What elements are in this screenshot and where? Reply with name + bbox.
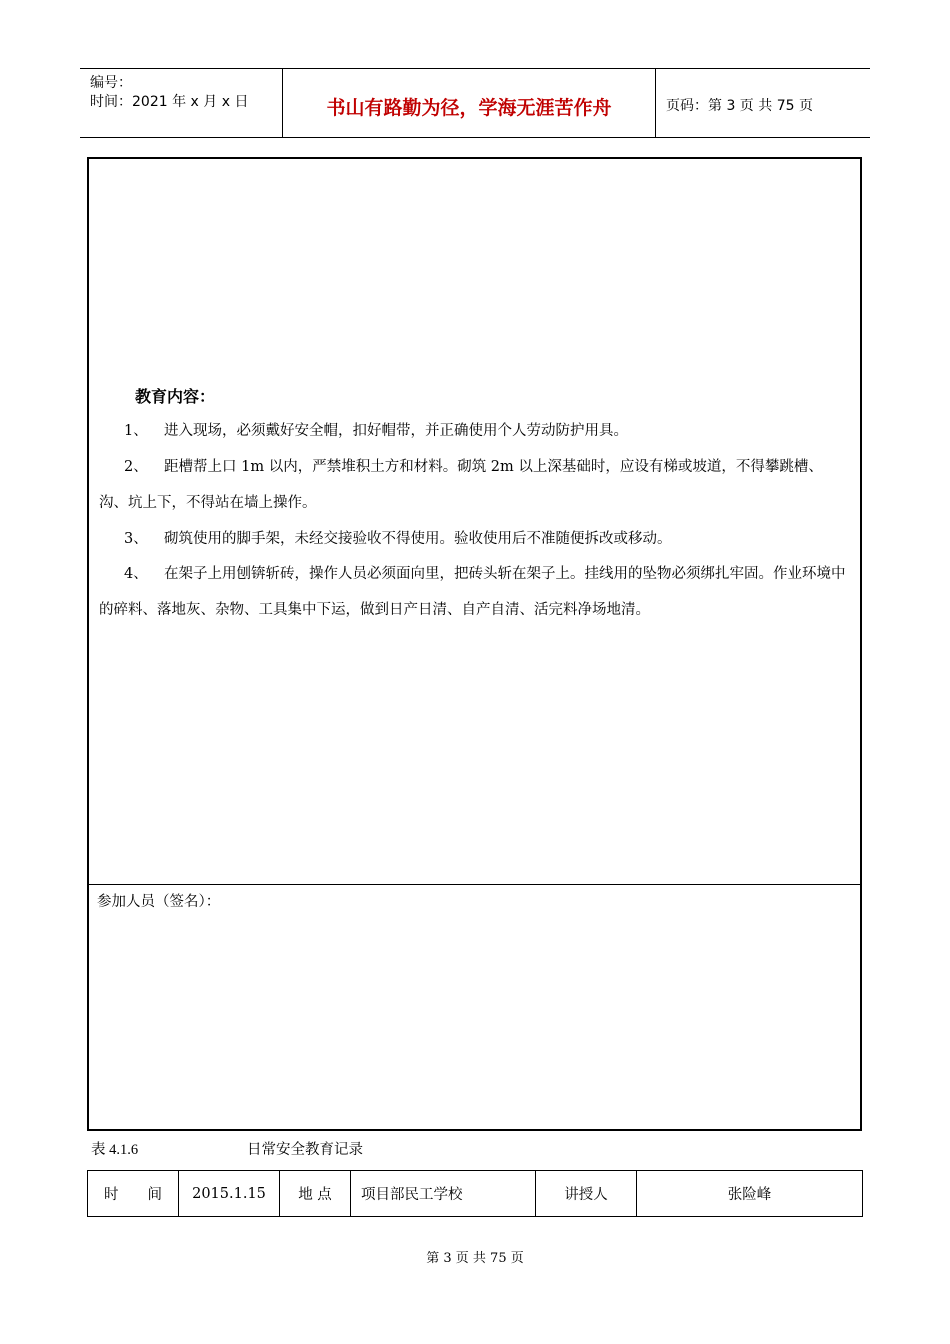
item-number: 1、 bbox=[124, 423, 148, 439]
info-table bbox=[87, 1170, 863, 1217]
table-row bbox=[88, 1171, 863, 1217]
item-text: 进入现场，必须戴好安全帽，扣好帽带，并正确使用个人劳动防护用具。 bbox=[164, 423, 628, 439]
section-divider bbox=[89, 884, 860, 885]
table-title: 日常安全教育记录 bbox=[247, 1142, 363, 1158]
content-item-3 bbox=[99, 521, 851, 557]
participants-label: 参加人员（签名）： bbox=[97, 894, 221, 910]
time-label: 时间：2021 年 x 月 x 日 bbox=[90, 94, 249, 110]
content-item-4 bbox=[99, 556, 851, 628]
item-number: 3、 bbox=[124, 531, 148, 547]
item-text: 砌筑使用的脚手架，未经交接验收不得使用。验收使用后不准随便拆改或移动。 bbox=[164, 531, 672, 547]
header-page-cell bbox=[656, 69, 870, 137]
education-content-box bbox=[87, 157, 862, 1131]
motto: 书山有路勤为径，学海无涯苦作舟 bbox=[326, 97, 612, 119]
page-footer: 第 3 页 共 75 页 bbox=[426, 1251, 524, 1266]
lecturer-value-cell: 张险峰 bbox=[637, 1171, 863, 1217]
item-number: 4、 bbox=[124, 566, 148, 582]
content-item-2 bbox=[99, 449, 851, 521]
item-number: 2、 bbox=[124, 459, 148, 475]
time-value-cell: 2015.1.15 bbox=[179, 1171, 280, 1217]
item-text: 距槽帮上口 1m 以内，严禁堆积土方和材料。砌筑 2m 以上深基础时，应设有梯或坡道，不得攀跳槽、沟、坑上下，不得站在墙上操作。 bbox=[99, 459, 823, 511]
lecturer-label-cell: 讲授人 bbox=[536, 1171, 637, 1217]
time-label-cell: 时 间 bbox=[88, 1171, 179, 1217]
header-info-cell bbox=[80, 69, 283, 137]
code-label: 编号： bbox=[90, 75, 132, 91]
table-number: 表 4.1.6 bbox=[91, 1142, 139, 1158]
place-value-cell: 项目部民工学校 bbox=[351, 1171, 536, 1217]
content-title: 教育内容： bbox=[135, 387, 216, 406]
place-label-cell: 地 点 bbox=[280, 1171, 351, 1217]
page-header bbox=[80, 68, 870, 138]
content-item-1 bbox=[99, 413, 851, 449]
item-text: 在架子上用刨锛斩砖，操作人员必须面向里，把砖头斩在架子上。挂线用的坠物必须绑扎牢固。作业环境中的碎料、落地灰、杂物、工具集中下运，做到日产日清、自产自清、活完料净场地清。 bbox=[99, 566, 846, 618]
page-code: 页码：第 3 页 共 75 页 bbox=[666, 98, 813, 114]
header-motto-cell bbox=[283, 69, 656, 137]
